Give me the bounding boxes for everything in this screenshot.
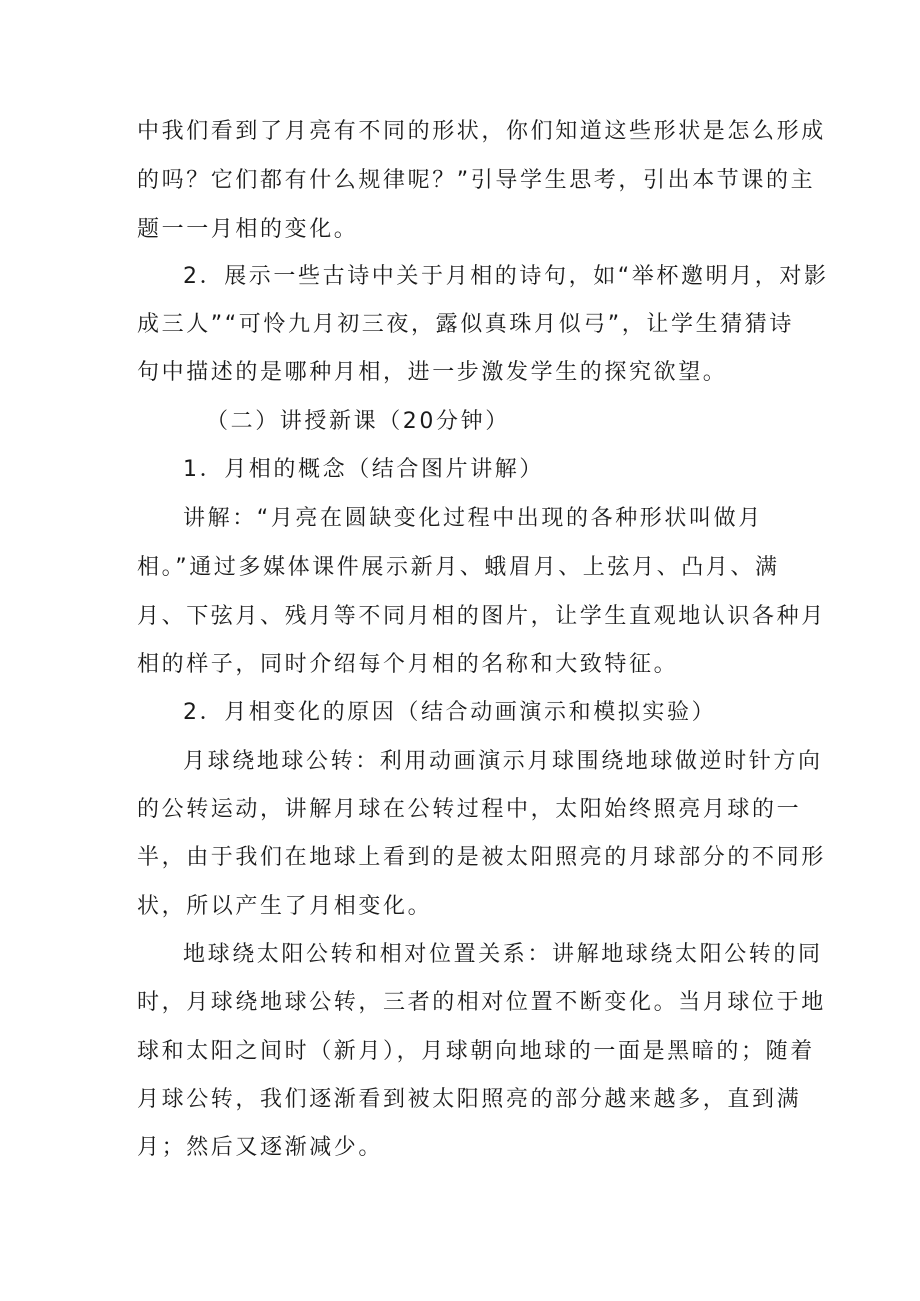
paragraph-line: 相。”通过多媒体课件展示新月、蛾眉月、上弦月、凸月、满 [137,555,780,580]
paragraph-line: 2．展示一些古诗中关于月相的诗句，如“举杯邀明月，对影 [183,264,829,289]
paragraph-line: 月球绕地球公转：利用动画演示月球围绕地球做逆时针方向 [183,749,823,774]
paragraph-line: 句中描述的是哪种月相，进一步激发学生的探究欲望。 [137,360,728,385]
paragraph-line: 月；然后又逐渐减少。 [137,1135,384,1160]
paragraph-line: 的公转运动，讲解月球在公转过程中，太阳始终照亮月球的一 [137,797,802,822]
paragraph-line: 月球公转，我们逐渐看到被太阳照亮的部分越来越多，直到满 [137,1087,802,1112]
subsection-heading: 1．月相的概念（结合图片讲解） [183,457,544,482]
paragraph-line: 半，由于我们在地球上看到的是被太阳照亮的月球部分的不同形 [137,845,826,870]
subsection-heading: 2．月相变化的原因（结合动画演示和模拟实验） [183,700,717,725]
paragraph-line: 的吗？它们都有什么规律呢？”引导学生思考，引出本节课的主 [137,168,816,193]
paragraph-line: 状，所以产生了月相变化。 [137,894,433,919]
paragraph-line: 题一一月相的变化。 [137,217,359,242]
paragraph-line: 地球绕太阳公转和相对位置关系：讲解地球绕太阳公转的同 [183,942,823,967]
paragraph-line: 讲解：“月亮在圆缺变化过程中出现的各种形状叫做月 [183,506,763,531]
paragraph-line: 相的样子，同时介绍每个月相的名称和大致特征。 [137,652,679,677]
section-heading: （二）讲授新课（20分钟） [206,409,510,434]
paragraph-line: 球和太阳之间时（新月），月球朝向地球的一面是黑暗的；随着 [137,1039,815,1064]
paragraph-line: 时，月球绕地球公转，三者的相对位置不断变化。当月球位于地 [137,990,826,1015]
paragraph-line: 月、下弦月、残月等不同月相的图片，让学生直观地认识各种月 [137,604,826,629]
paragraph-line: 成三人”“可怜九月初三夜，露似真珠月似弓”，让学生猜猜诗 [137,312,794,337]
paragraph-line: 中我们看到了月亮有不同的形状，你们知道这些形状是怎么形成 [137,119,826,144]
